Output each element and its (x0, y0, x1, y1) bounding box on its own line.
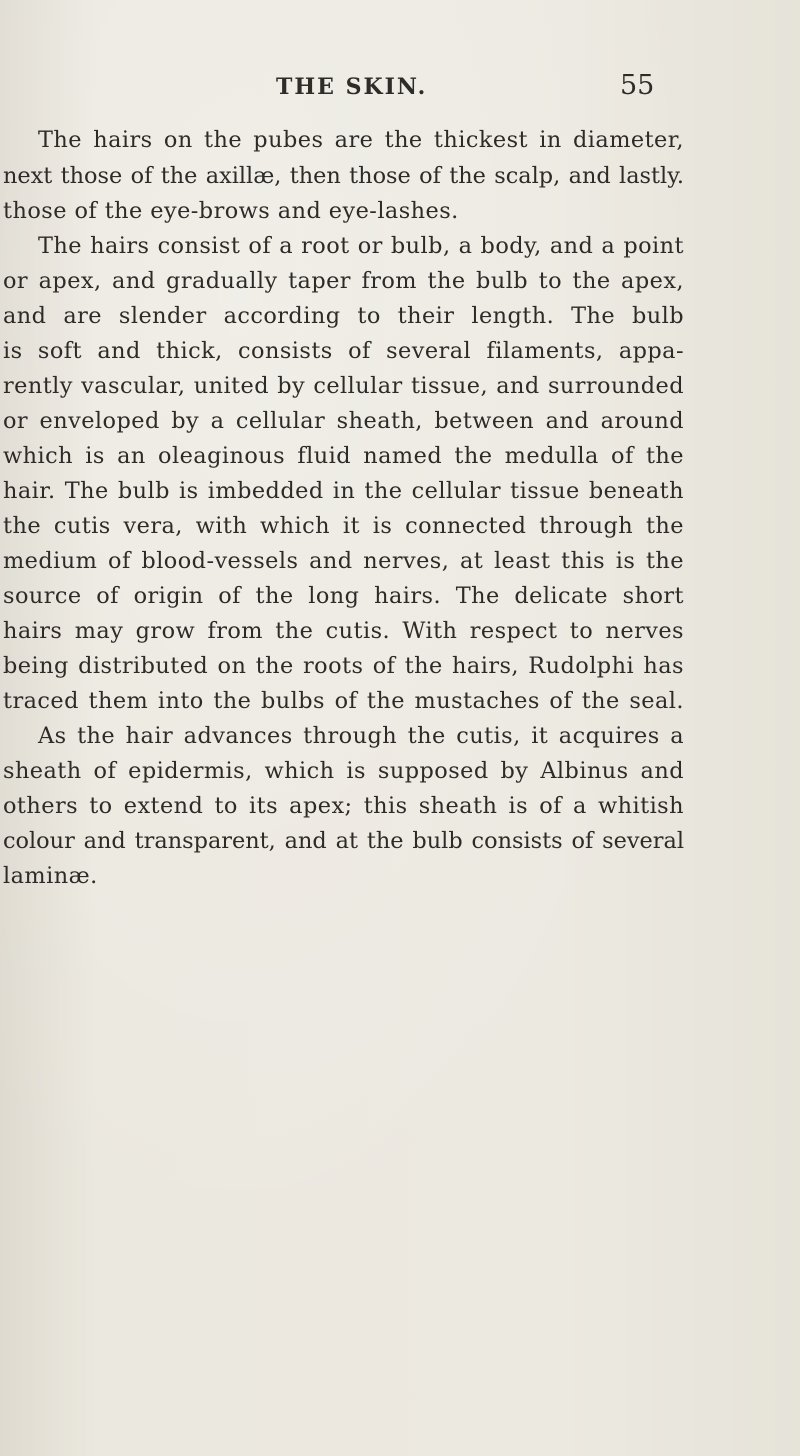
text-line: colour and transparent, and at the bulb consists of several (3, 828, 684, 854)
running-head-title: THE SKIN. (276, 74, 428, 100)
text-line: the cutis vera, with which it is connected through the (3, 513, 684, 539)
text-line: laminæ. (3, 863, 98, 889)
text-line: The hairs consist of a root or bulb, a body, and a point (38, 233, 684, 259)
running-head (0, 70, 800, 104)
text-line: sheath of epidermis, which is supposed by Albinus and (3, 758, 684, 784)
text-line: As the hair advances through the cutis, it acquires a (38, 723, 684, 749)
text-line: The hairs on the pubes are the thickest in diameter, (38, 127, 684, 153)
text-line: and are slender according to their length. The bulb (3, 303, 684, 329)
text-line: medium of blood-vessels and nerves, at least this is the (3, 548, 684, 574)
text-line: next those of the axillæ, then those of the scalp, and lastly. (3, 163, 684, 189)
text-line: hair. The bulb is imbedded in the cellular tissue beneath (3, 478, 684, 504)
text-line: hairs may grow from the cutis. With respect to nerves (3, 618, 684, 644)
text-line: is soft and thick, consists of several filaments, appa- (3, 338, 684, 364)
text-line: or enveloped by a cellular sheath, between and around (3, 408, 684, 434)
text-line: others to extend to its apex; this sheath is of a whitish (3, 793, 684, 819)
page-number: 55 (620, 70, 655, 101)
text-line: which is an oleaginous fluid named the medulla of the (3, 443, 684, 469)
text-line: being distributed on the roots of the hairs, Rudolphi has (3, 653, 684, 679)
text-line: source of origin of the long hairs. The delicate short (3, 583, 684, 609)
text-line: rently vascular, united by cellular tissue, and surrounded (3, 373, 684, 399)
text-line: traced them into the bulbs of the mustaches of the seal. (3, 688, 684, 714)
text-line: those of the eye-brows and eye-lashes. (3, 198, 459, 224)
text-line: or apex, and gradually taper from the bulb to the apex, (3, 268, 684, 294)
